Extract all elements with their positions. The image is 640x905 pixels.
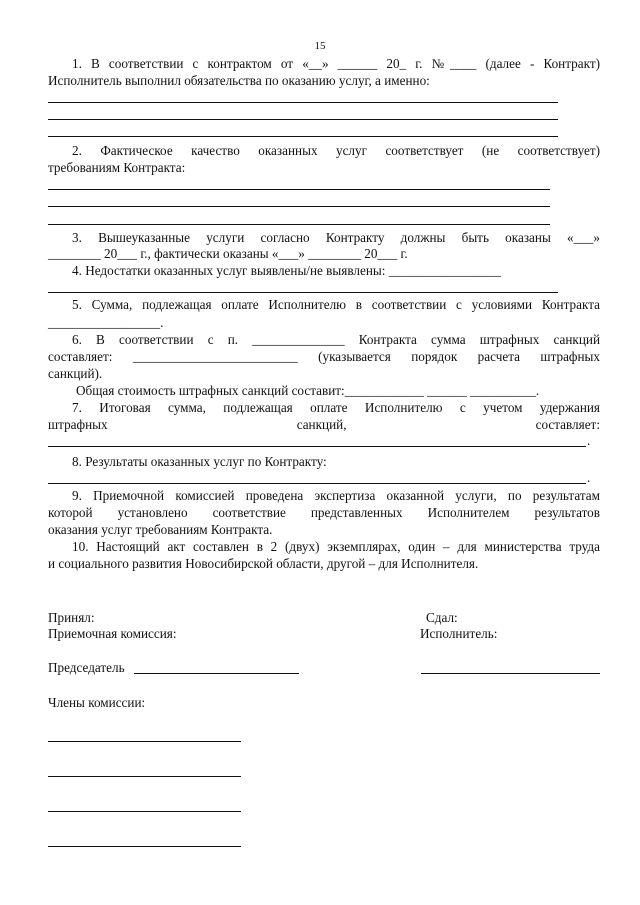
p6-line1: 6. В соответствии с п. ______________ Контракта сумма штрафных санкций bbox=[72, 332, 600, 347]
member-signature-line-2[interactable] bbox=[48, 776, 241, 777]
p9-line3: оказания услуг требованиям Контракта. bbox=[48, 522, 273, 537]
fill-line-total-sum[interactable] bbox=[48, 446, 586, 447]
contractor-label: Исполнитель: bbox=[420, 626, 498, 641]
fill-line-results[interactable] bbox=[48, 483, 586, 484]
p7-line2: штрафных санкций, составляет: bbox=[48, 417, 600, 432]
p3-line1: 3. Вышеуказанные услуги согласно Контракту должны быть оказаны «___» bbox=[72, 230, 600, 245]
p8-line1: 8. Результаты оказанных услуг по Контракту: bbox=[72, 454, 327, 469]
p5-line1: 5. Сумма, подлежащая оплате Исполнителю в соответствии с условиями Контракта bbox=[72, 297, 600, 312]
p2-line1: 2. Фактическое качество оказанных услуг соответствует (не соответствует) bbox=[72, 143, 600, 158]
p6-line2: составляет: _________________________ (указывается порядок расчета штрафных bbox=[48, 349, 600, 364]
member-signature-line-3[interactable] bbox=[48, 811, 241, 812]
chairman-label: Председатель bbox=[48, 660, 125, 675]
p10-line2: и социального развития Новосибирской области, другой – для Исполнителя. bbox=[48, 556, 479, 571]
accepted-label: Принял: bbox=[48, 610, 95, 625]
p1-line2: Исполнитель выполнил обязательства по оказанию услуг, а именно: bbox=[48, 73, 430, 88]
p9-line2: которой установлено соответствие представленных Исполнителем результатов bbox=[48, 505, 600, 520]
member-signature-line-1[interactable] bbox=[48, 741, 241, 742]
handed-label: Сдал: bbox=[426, 610, 458, 625]
fill-line-quality-2[interactable] bbox=[48, 206, 550, 207]
p6-line3: санкций). bbox=[48, 366, 103, 381]
p1-line1: 1. В соответствии с контрактом от «__» ______ 20_ г. №____ (далее - Контракт) bbox=[72, 56, 600, 71]
fill-line-services-2[interactable] bbox=[48, 119, 558, 120]
chairman-signature-line[interactable] bbox=[134, 673, 299, 674]
p6-total: Общая стоимость штрафных санкций составит:____________ ______ __________. bbox=[76, 383, 540, 398]
p9-line1: 9. Приемочной комиссией проведена экспертиза оказанной услуги, по результатам bbox=[72, 488, 600, 503]
p7-end-dot: . bbox=[587, 433, 591, 448]
p2-line2: требованиям Контракта: bbox=[48, 160, 186, 175]
fill-line-quality-3[interactable] bbox=[48, 224, 550, 225]
fill-line-services-3[interactable] bbox=[48, 136, 558, 137]
p8-end-dot: . bbox=[587, 470, 591, 485]
p3-line2: ________ 20___ г., фактически оказаны «___» ________ 20___ г. bbox=[48, 246, 408, 261]
page-number: 15 bbox=[314, 40, 326, 52]
p5-line2: _________________. bbox=[48, 315, 164, 330]
fill-line-quality-1[interactable] bbox=[48, 189, 550, 190]
member-signature-line-4[interactable] bbox=[48, 846, 241, 847]
p10-line1: 10. Настоящий акт составлен в 2 (двух) экземплярах, один – для министерства труда bbox=[72, 539, 600, 554]
members-label: Члены комиссии: bbox=[48, 695, 146, 710]
commission-label: Приемочная комиссия: bbox=[48, 626, 177, 641]
fill-line-defects[interactable] bbox=[48, 292, 558, 293]
contractor-signature-line[interactable] bbox=[421, 673, 600, 674]
p7-line1: 7. Итоговая сумма, подлежащая оплате Исполнителю с учетом удержания bbox=[72, 400, 600, 415]
fill-line-services-1[interactable] bbox=[48, 102, 558, 103]
p4-line1: 4. Недостатки оказанных услуг выявлены/не выявлены: _________________ bbox=[72, 263, 501, 278]
